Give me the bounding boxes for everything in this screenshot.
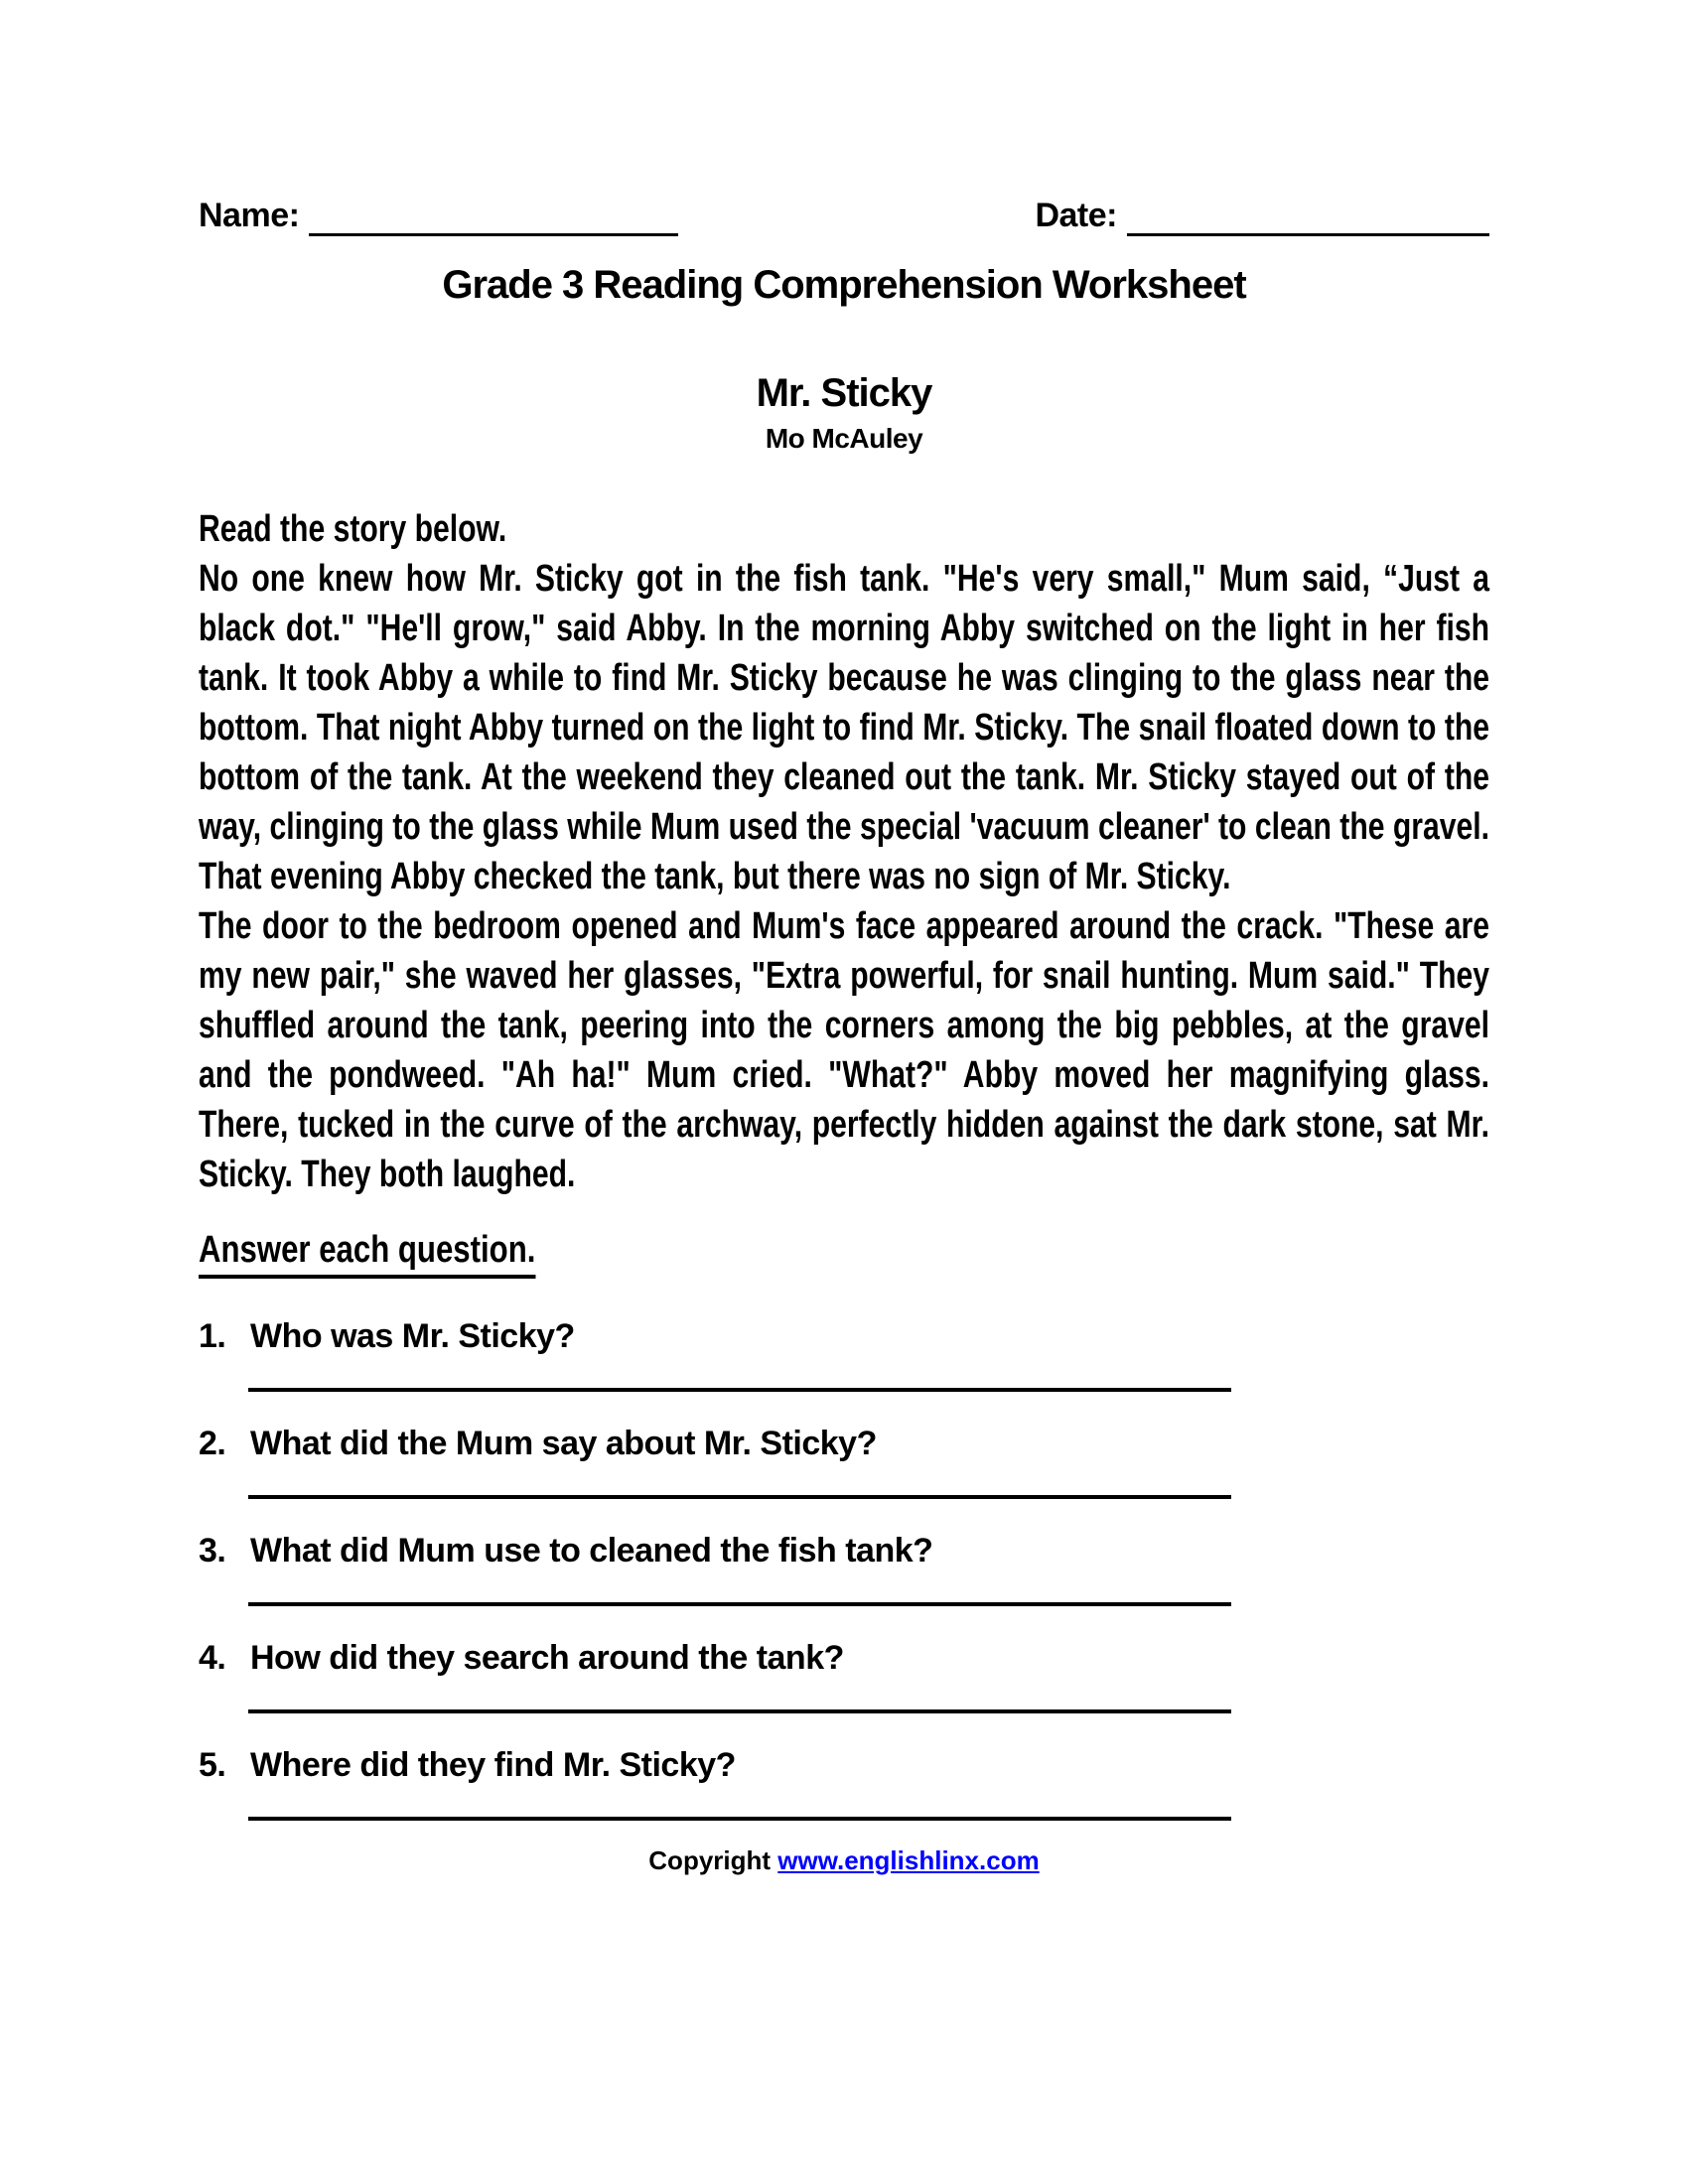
question-5 bbox=[199, 1743, 1489, 1787]
answer-blank-line-3 bbox=[248, 1602, 1231, 1606]
name-label: Name: bbox=[199, 197, 300, 234]
question-2-text: What did the Mum say about Mr. Sticky? bbox=[250, 1425, 877, 1462]
question-3-text: What did Mum use to cleaned the fish tank? bbox=[250, 1532, 933, 1570]
answer-blank-line-2 bbox=[248, 1495, 1231, 1499]
question-4-text: How did they search around the tank? bbox=[250, 1639, 844, 1677]
copyright-label: Copyright bbox=[648, 1845, 772, 1875]
date-label: Date: bbox=[1035, 197, 1117, 234]
copyright-link[interactable]: www.englishlinx.com bbox=[777, 1845, 1040, 1875]
story-paragraph-2: The door to the bedroom opened and Mum's face appeared around the crack. "These are my new pair," she waved her glasses, "Extra powerful, for snail hunting. Mum said." They shuffled around the tank, peering into the corners among the big pebbles, at the gravel and the pondweed. "Ah ha!" Mum cried. "What?" Abby moved her magnifying glass. There, tucked in the curve of the archway, perfectly hidden against the dark stone, sat Mr. Sticky. They both laughed. bbox=[199, 905, 1490, 1195]
answer-instruction: Answer each question. bbox=[199, 1227, 535, 1279]
answer-blank-line-4 bbox=[248, 1709, 1231, 1713]
page-title: Grade 3 Reading Comprehension Worksheet bbox=[442, 263, 1246, 307]
question-2-number: 2. bbox=[199, 1425, 226, 1462]
question-2 bbox=[199, 1422, 1489, 1465]
question-1-text: Who was Mr. Sticky? bbox=[250, 1317, 575, 1355]
question-3 bbox=[199, 1529, 1489, 1572]
answer-blank-line-1 bbox=[248, 1388, 1231, 1392]
story-paragraph-1: No one knew how Mr. Sticky got in the fish tank. "He's very small," Mum said, “Just a black dot." "He'll grow," said Abby. In the morning Abby switched on the light in her fish tank. It took Abby a while to find Mr. Sticky because he was clinging to the glass near the bottom. That night Abby turned on the light to find Mr. Sticky. The snail floated down to the bottom of the tank. At the weekend they cleaned out the tank. Mr. Sticky stayed out of the way, clinging to the glass while Mum used the special 'vacuum cleaner' to clean the gravel. That evening Abby checked the tank, but there was no sign of Mr. Sticky. bbox=[199, 558, 1490, 897]
answer-blank-line-5 bbox=[248, 1817, 1231, 1821]
answer-heading-block bbox=[199, 1227, 1489, 1279]
story-author: Mo McAuley bbox=[765, 423, 923, 454]
header-row bbox=[199, 194, 1489, 236]
read-instruction: Read the story below. bbox=[199, 508, 507, 550]
questions-section bbox=[199, 1314, 1489, 1821]
story-title: Mr. Sticky bbox=[756, 371, 932, 415]
question-3-number: 3. bbox=[199, 1532, 226, 1570]
footer bbox=[199, 1844, 1489, 1876]
question-1-number: 1. bbox=[199, 1317, 226, 1355]
name-blank-line bbox=[309, 194, 678, 236]
question-4-number: 4. bbox=[199, 1639, 226, 1677]
story-block bbox=[199, 504, 1489, 1199]
question-1 bbox=[199, 1314, 1489, 1358]
date-field-group bbox=[1035, 194, 1489, 236]
question-5-text: Where did they find Mr. Sticky? bbox=[250, 1746, 736, 1784]
question-5-number: 5. bbox=[199, 1746, 226, 1784]
name-field-group bbox=[199, 194, 678, 236]
question-4 bbox=[199, 1636, 1489, 1680]
date-blank-line bbox=[1127, 194, 1489, 236]
